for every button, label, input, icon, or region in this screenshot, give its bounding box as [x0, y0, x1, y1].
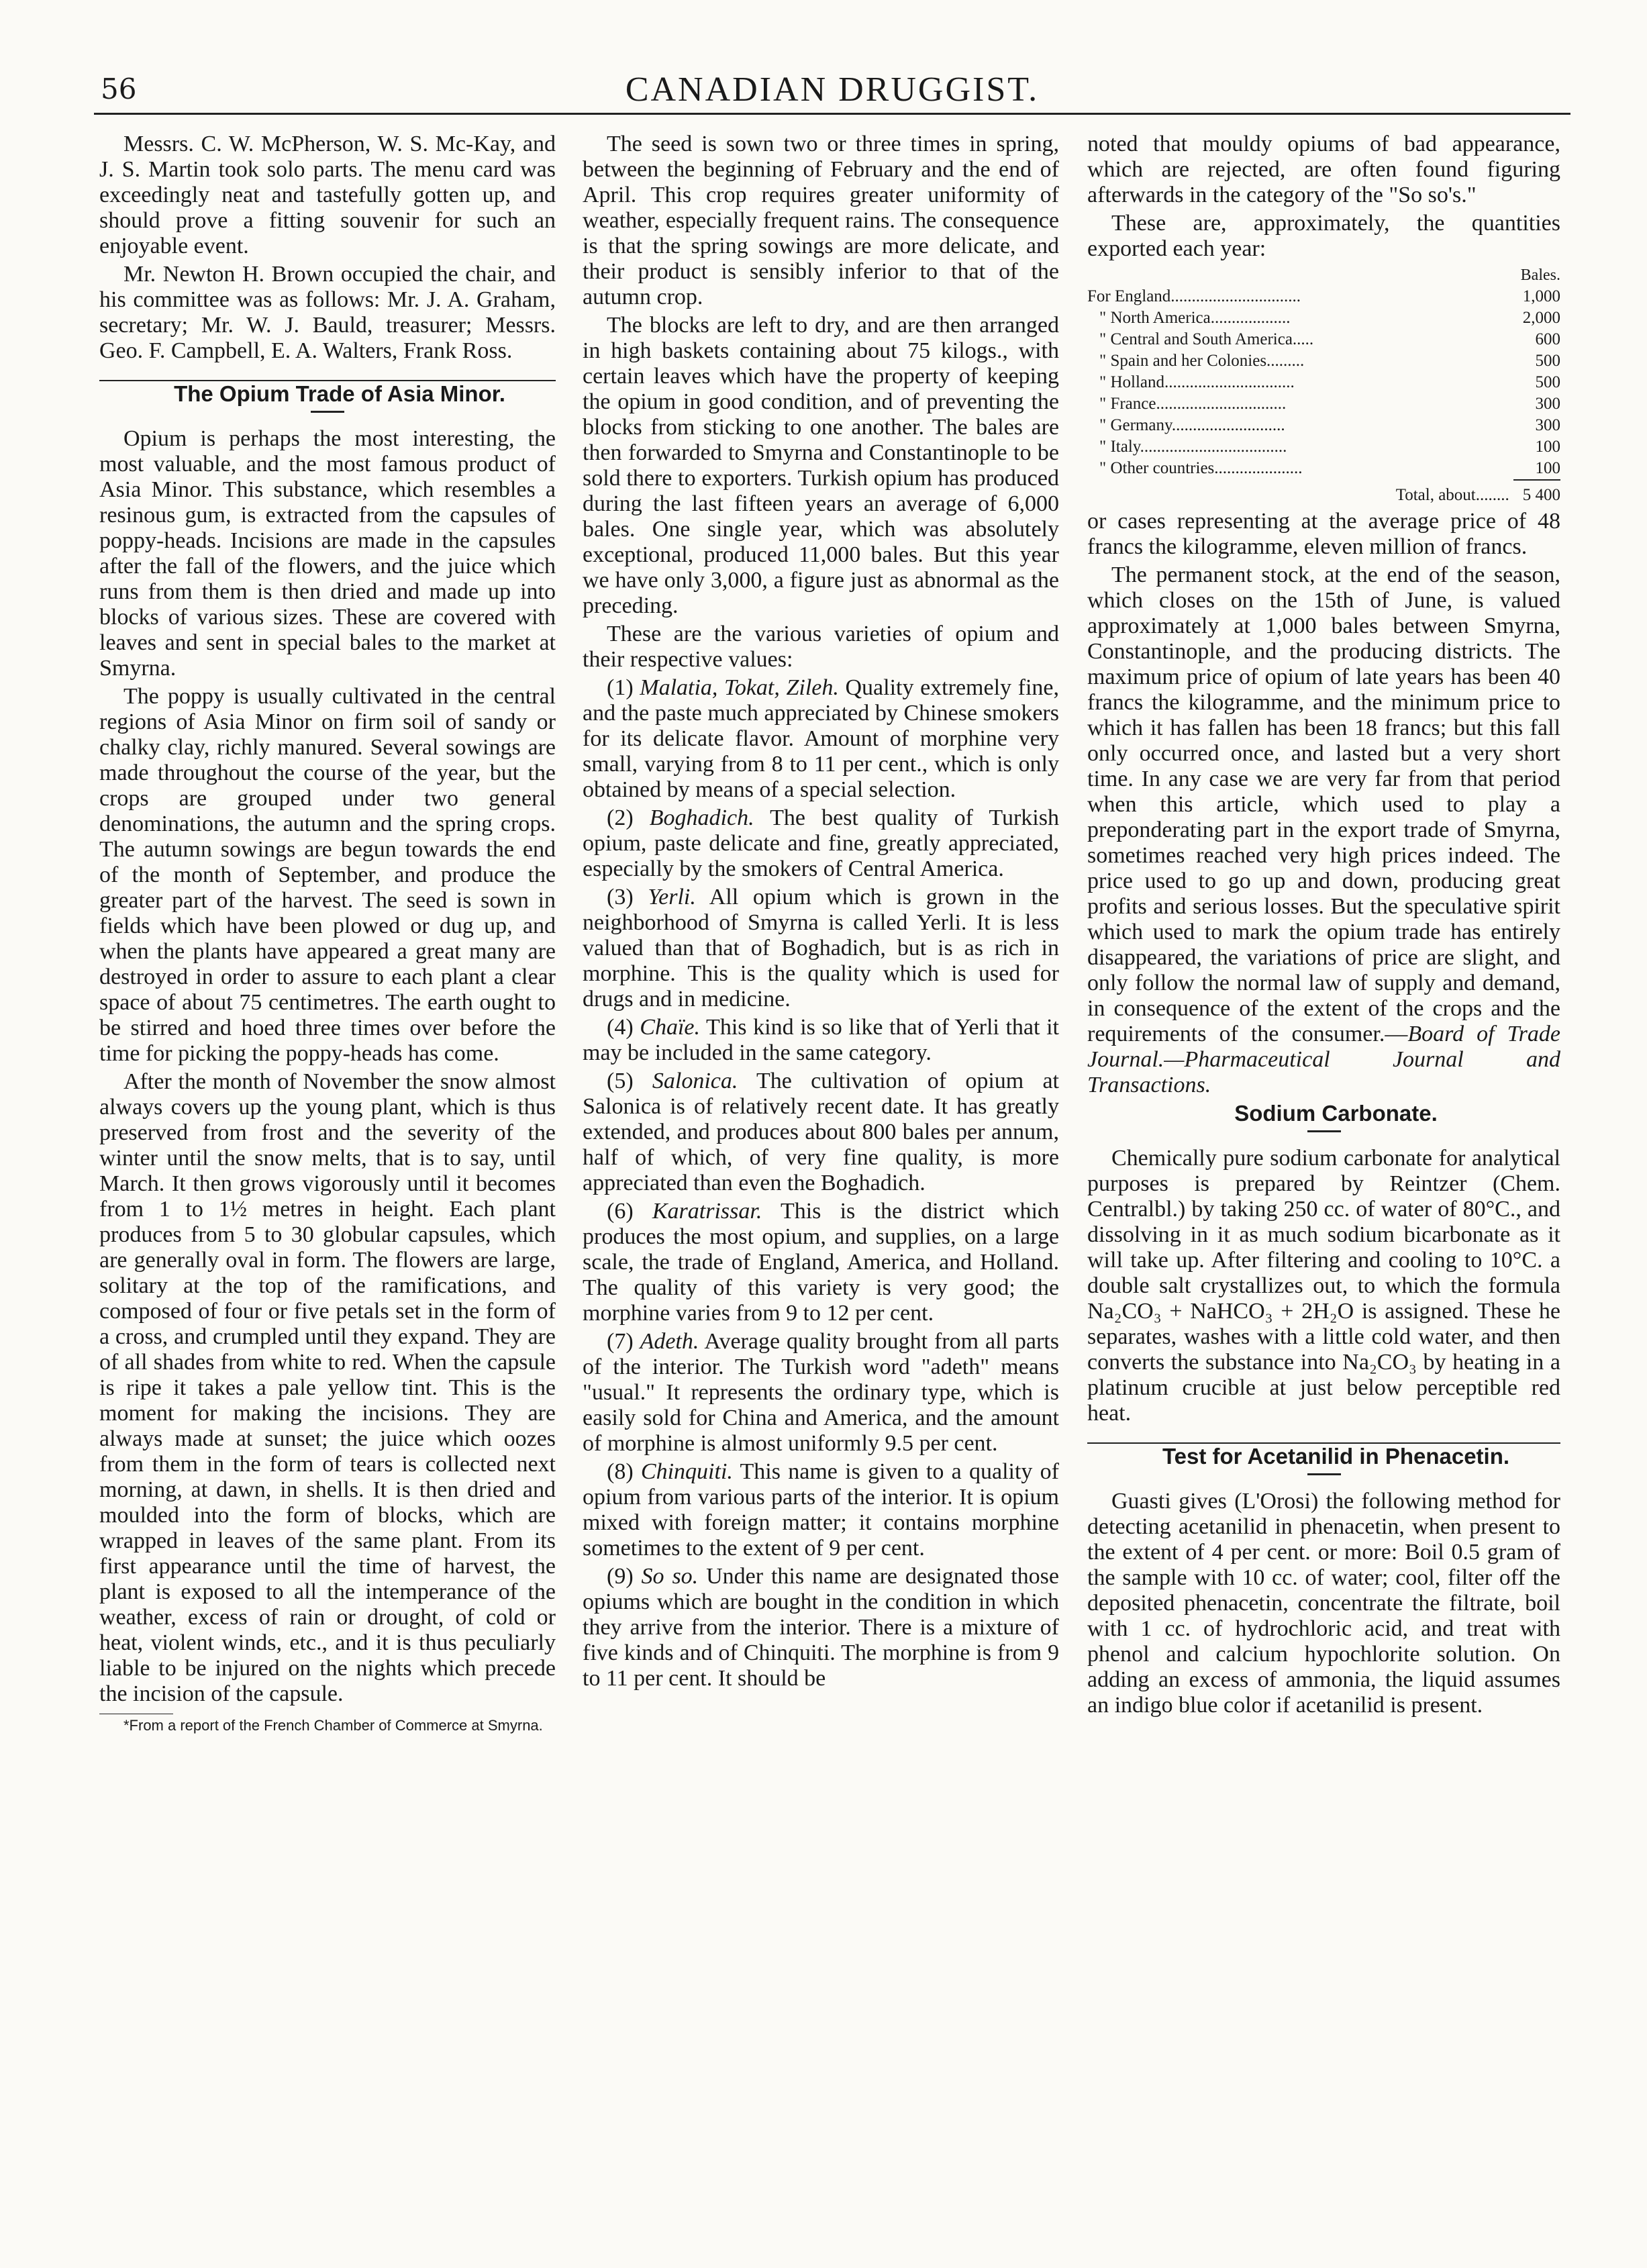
paragraph: noted that mouldy opiums of bad appearance, which are rejected, are often found figuring afterwards in the category of the "So so's.": [1087, 132, 1560, 207]
paragraph: These are, approximately, the quantities exported each year:: [1087, 211, 1560, 261]
export-row: " North America................... 2,000: [1099, 309, 1560, 327]
variety-entry: (8) Chinquiti. This name is given to a quality of opium from various parts of the interior. It is opium mixed with foreign matter; it contains morphine sometimes to the extent of 9 per cent.: [583, 1459, 1059, 1561]
export-row: " Holland............................... 500: [1099, 373, 1560, 391]
export-row: " Spain and her Colonies......... 500: [1099, 352, 1560, 370]
heading-rule: [311, 411, 344, 413]
paragraph: The blocks are left to dry, and are then arranged in high baskets containing about 75 kilogs., with certain leaves which have the property of keeping the opium in good condition, and of preventing the blocks from sticking to one another. The bales are then forwarded to Smyrna and Constantinople to be sold there to exporters. Turkish opium has produced during the last fifteen years an average of 6,000 bales. One single year, which was absolutely exceptional, produced 11,000 bales. But this year we have only 3,000, a figure just as abnormal as the preceding.: [583, 313, 1059, 618]
variety-entry: (3) Yerli. All opium which is grown in the neighborhood of Smyrna is called Yerli. It is less valued than that of Boghadich, but is as rich in morphine. This is the quality which is used for drugs and in medicine.: [583, 885, 1059, 1012]
variety-entry: (6) Karatrissar. This is the district which produces the most opium, and supplies, on a large scale, the trade of England, America, and Holland. The quality of this variety is very good; the morphine varies from 9 to 12 per cent.: [583, 1199, 1059, 1326]
variety-entry: (2) Boghadich. The best quality of Turkish opium, paste delicate and fine, greatly appreciated, especially by the smokers of Central America.: [583, 805, 1059, 881]
article-heading-opium: The Opium Trade of Asia Minor.: [174, 381, 505, 406]
paragraph: These are the various varieties of opium and their respective values:: [583, 622, 1059, 672]
article-heading-sodium: Sodium Carbonate.: [1234, 1101, 1438, 1126]
heading-rule: [1307, 1473, 1341, 1475]
export-table: [1087, 264, 1560, 506]
heading-rule: [1307, 1130, 1341, 1132]
article-heading-acetanilid: Test for Acetanilid in Phenacetin.: [1162, 1444, 1510, 1469]
export-row: For England............................... 1,000: [1087, 287, 1560, 305]
column-right: [1087, 132, 1560, 1721]
export-unit-header: Bales.: [1520, 266, 1560, 284]
export-total: Total, about........ 5 400: [1395, 486, 1560, 504]
variety-entry: (1) Malatia, Tokat, Zileh. Quality extremely fine, and the paste much appreciated by Chinese smokers for its delicate flavor. Amount of morphine very small, varying from 8 to 11 per cent., which is only obtained by means of a special selection.: [583, 675, 1059, 802]
paragraph: Guasti gives (L'Orosi) the following method for detecting acetanilid in phenacetin, when present to the extent of 4 per cent. or more: Boil 0.5 gram of the sample with 10 cc. of water; cool, filter off the deposited phenacetin, concentrate the filtrate, boil with 1 cc. of hydrochloric acid, and treat with phenol and calcium hypochlorite solution. On adding an excess of ammonia, the liquid assumes an indigo blue color if acetanilid is present.: [1087, 1489, 1560, 1718]
export-row: " France............................... 300: [1099, 395, 1560, 413]
export-row: " Italy................................... 100: [1099, 438, 1560, 456]
paragraph: The seed is sown two or three times in spring, between the beginning of February and the end of April. This crop requires greater uniformity of weather, especially frequent rains. The consequence is that the spring sowings are more delicate, and their product is sensibly inferior to that of the autumn crop.: [583, 132, 1059, 309]
variety-entry: (7) Adeth. Average quality brought from all parts of the interior. The Turkish word "adeth" means "usual." It represents the ordinary type, which is easily sold for China and America, and the amount of morphine is almost uniformly 9.5 per cent.: [583, 1329, 1059, 1456]
paragraph: Chemically pure sodium carbonate for analytical purposes is prepared by Reintzer (Chem. Centralbl.) by taking 250 cc. of water of 80°C., and dissolving in it as much sodium bicarbonate as it will take up. After filtering and cooling to 10°C. a double salt crystallizes out, to which the formula Na₂CO₃ + NaHCO₃ + 2H₂O is assigned. These he separates, washes with a little cold water, and then converts the substance into Na₂CO₃ by heating in a platinum crucible at just below perceptible red heat.: [1087, 1146, 1560, 1426]
column-middle: [583, 132, 1059, 1694]
paragraph: Mr. Newton H. Brown occupied the chair, and his committee was as follows: Mr. J. A. Graham, secretary; Mr. W. J. Bauld, treasurer; Messrs. Geo. F. Campbell, E. A. Walters, Frank Ross.: [99, 262, 556, 363]
page-number: 56: [101, 72, 137, 105]
column-left: [99, 132, 556, 1736]
paragraph: The permanent stock, at the end of the season, which closes on the 15th of June, is valued approximately at 1,000 bales between Smyrna, Constantinople, and the producing districts. The maximum price of opium of late years has been 40 francs the kilogramme, and the minimum price to which it has fallen has been 18 francs; but this fall only occurred once, and lasted but a very short time. In any case we are very far from that period when this article, which used to play a preponderating part in the export trade of Smyrna, sometimes reached very high prices indeed. The price used to go up and down, producing great profits and serious losses. But the speculative spirit which used to mark the opium trade has entirely disappeared, the variations of price are slight, and only follow the normal law of supply and demand, in consequence of the extent of the crops and the requirements of the consumer.—Board of Trade Journal.—Pharmaceutical Journal and Transactions.: [1087, 562, 1560, 1097]
journal-title: CANADIAN DRUGGIST.: [625, 70, 1040, 109]
footnote: *From a report of the French Chamber of Commerce at Smyrna.: [123, 1717, 543, 1734]
paragraph: or cases representing at the average price of 48 francs the kilogramme, eleven million of francs.: [1087, 509, 1560, 559]
variety-entry: (5) Salonica. The cultivation of opium at Salonica is of relatively recent date. It has greatly extended, and produces about 800 bales per annum, half of which, of very fine quality, is more appreciated than even the Boghadich.: [583, 1069, 1059, 1195]
variety-entry: (9) So so. Under this name are designated those opiums which are bought in the condition in which they arrive from the interior. There is a mixture of five kinds and of Chinquiti. The morphine is from 9 to 11 per cent. It should be: [583, 1564, 1059, 1691]
export-row: " Other countries..................... 100: [1099, 459, 1560, 477]
export-row: " Central and South America..... 600: [1099, 330, 1560, 348]
variety-entry: (4) Chaïe. This kind is so like that of Yerli that it may be included in the same category.: [583, 1015, 1059, 1065]
paragraph: After the month of November the snow almost always covers up the young plant, which is thus preserved from frost and the severity of the winter until the snow melts, that is to say, until March. It then grows vigorously until it becomes from 1 to 1½ metres in height. Each plant produces from 5 to 30 globular capsules, which are generally oval in form. The flowers are large, solitary at the top of the ramifications, and composed of four or five petals set in the form of a cross, and crumpled until they expand. They are of all shades from white to red. When the capsule is ripe it takes a pale yellow tint. This is the moment for making the incisions. They are always made at sunset; the juice which oozes from them in the form of tears is collected next morning, at dawn, in shells. It is then dried and moulded into the form of blocks, which are wrapped in leaves of the same plant. From its first appearance until the time of harvest, the plant is exposed to all the intemperance of the weather, excess of rain or drought, of cold or heat, violent winds, etc., and it is thus peculiarly liable to be injured on the nights which precede the incision of the capsule.: [99, 1069, 556, 1706]
paragraph: Opium is perhaps the most interesting, the most valuable, and the most famous product of Asia Minor. This substance, which resembles a resinous gum, is extracted from the capsules of poppy-heads. Incisions are made in the capsules after the fall of the flowers, and the juice which runs from them is then dried and made up into blocks of various sizes. These are covered with leaves and sent in special bales to the market at Smyrna.: [99, 426, 556, 681]
export-row: " Germany........................... 300: [1099, 416, 1560, 434]
paragraph: The poppy is usually cultivated in the central regions of Asia Minor on firm soil of sandy or chalky clay, richly manured. Several sowings are made throughout the course of the year, but the crops are grouped under two general denominations, the autumn and the spring crops. The autumn sowings are begun towards the end of the month of September, and produce the greater part of the harvest. The seed is sown in fields which have been plowed or dug up, and when the plants have appeared a great many are destroyed in order to assure to each plant a clear space of about 75 centimetres. The earth ought to be stirred and hoed three times over before the time for picking the poppy-heads has come.: [99, 684, 556, 1066]
paragraph: Messrs. C. W. McPherson, W. S. Mc-Kay, and J. S. Martin took solo parts. The menu card was exceedingly neat and tastefully gotten up, and should prove a fitting souvenir for such an enjoyable event.: [99, 132, 556, 258]
total-rule: [1513, 479, 1560, 481]
page-header: [94, 64, 1570, 115]
